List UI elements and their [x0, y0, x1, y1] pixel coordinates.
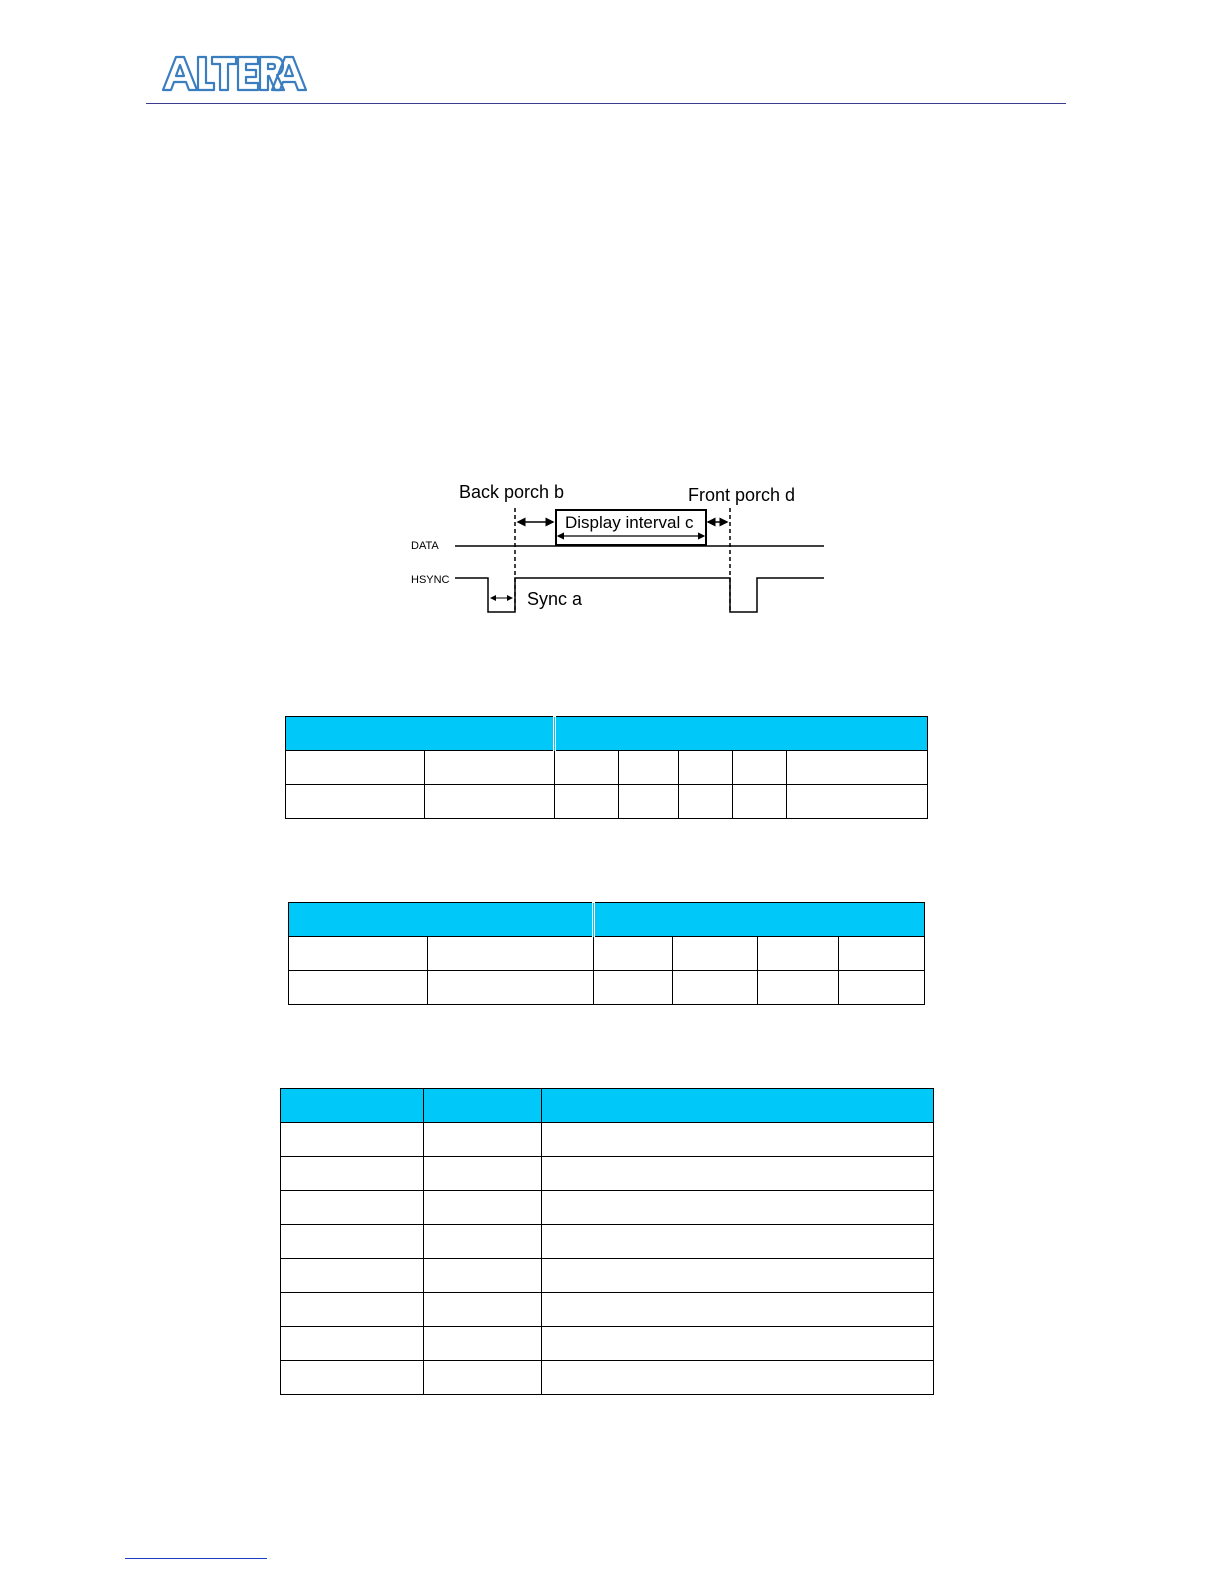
table-cell	[424, 1225, 542, 1259]
table-cell	[733, 785, 787, 819]
header-cell	[424, 1089, 542, 1123]
header-divider	[146, 103, 1066, 104]
sync-label: Sync a	[527, 589, 583, 609]
table-cell	[289, 937, 428, 971]
front-porch-label: Front porch d	[688, 485, 796, 505]
table-cell	[424, 1259, 542, 1293]
table-row	[281, 1225, 934, 1259]
table-cell	[281, 1259, 424, 1293]
table-cell	[679, 785, 733, 819]
table-cell	[787, 785, 928, 819]
table-cell	[281, 1191, 424, 1225]
table-row	[281, 1123, 934, 1157]
table-row	[281, 1293, 934, 1327]
hsync-waveform	[455, 578, 824, 612]
table-row	[286, 785, 928, 819]
table-cell	[594, 937, 673, 971]
table-cell	[286, 751, 425, 785]
table-row	[281, 1191, 934, 1225]
table-cell	[281, 1293, 424, 1327]
table-cell	[542, 1191, 934, 1225]
header-cell	[281, 1089, 424, 1123]
header-cell	[542, 1089, 934, 1123]
table-row	[289, 971, 925, 1005]
table-cell	[542, 1293, 934, 1327]
header-cell	[289, 903, 594, 937]
table-cell	[733, 751, 787, 785]
altera-logo	[160, 52, 308, 94]
table-cell	[424, 1361, 542, 1395]
table-cell	[281, 1123, 424, 1157]
table-cell	[758, 937, 839, 971]
header-cell	[555, 717, 928, 751]
vertical-timing-table	[288, 902, 925, 1005]
table-cell	[542, 1327, 934, 1361]
table-cell	[619, 751, 679, 785]
table-cell	[424, 1191, 542, 1225]
table-cell	[281, 1361, 424, 1395]
table-cell	[542, 1123, 934, 1157]
table-cell	[594, 971, 673, 1005]
table-cell	[542, 1361, 934, 1395]
table-cell	[425, 785, 555, 819]
table-cell	[839, 937, 925, 971]
pin-assignment-table	[280, 1088, 934, 1395]
table-row	[281, 1157, 934, 1191]
table-header-row	[289, 903, 925, 937]
table-cell	[289, 971, 428, 1005]
table-cell	[673, 971, 758, 1005]
table-cell	[424, 1123, 542, 1157]
table-cell	[281, 1327, 424, 1361]
table-cell	[787, 751, 928, 785]
data-signal-label: DATA	[411, 540, 439, 552]
table-cell	[424, 1157, 542, 1191]
table-cell	[428, 971, 594, 1005]
table-cell	[555, 751, 619, 785]
table-cell	[679, 751, 733, 785]
table-cell	[542, 1157, 934, 1191]
table-cell	[542, 1225, 934, 1259]
table-cell	[281, 1157, 424, 1191]
table-cell	[424, 1327, 542, 1361]
table-row	[289, 937, 925, 971]
hsync-timing-diagram	[400, 470, 840, 630]
table-cell	[424, 1293, 542, 1327]
header-cell	[594, 903, 925, 937]
table-cell	[619, 785, 679, 819]
table-header-row	[286, 717, 928, 751]
table-cell	[555, 785, 619, 819]
back-porch-label: Back porch b	[459, 482, 565, 502]
table-cell	[673, 937, 758, 971]
table-cell	[542, 1259, 934, 1293]
table-row	[281, 1361, 934, 1395]
table-header-row	[281, 1089, 934, 1123]
table-cell	[839, 971, 925, 1005]
table-cell	[758, 971, 839, 1005]
table-cell	[286, 785, 425, 819]
table-cell	[428, 937, 594, 971]
footer-link-underline[interactable]	[125, 1558, 267, 1559]
table-row	[281, 1259, 934, 1293]
display-interval-label: Display interval c	[565, 513, 694, 532]
header-cell	[286, 717, 555, 751]
table-row	[281, 1327, 934, 1361]
horizontal-timing-table	[285, 716, 928, 819]
hsync-signal-label: HSYNC	[411, 574, 450, 586]
table-row	[286, 751, 928, 785]
table-cell	[281, 1225, 424, 1259]
table-cell	[425, 751, 555, 785]
